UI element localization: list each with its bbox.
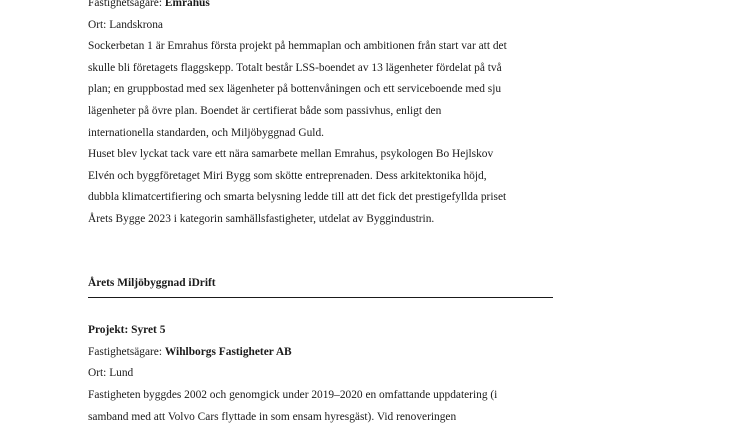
paragraph-line: Huset blev lyckat tack vare ett nära samarbete mellan Emrahus, psykologen Bo Hejlskov xyxy=(88,144,558,166)
project2-city: Ort: Lund xyxy=(88,363,558,385)
owner-value: Emrahus xyxy=(165,0,210,9)
owner-label: Fastighetsägare: xyxy=(88,346,165,358)
paragraph-line: samband med att Volvo Cars flyttade in som ensam hyresgäst). Vid renoveringen xyxy=(88,407,558,428)
paragraph-line: Elvén och byggföretaget Miri Bygg som skötte entreprenaden. Dess arkitektonika höjd, xyxy=(88,166,558,188)
paragraph-line: lägenheter på övre plan. Boendet är certifierat både som passivhus, enligt den xyxy=(88,101,558,123)
project2-description xyxy=(88,385,558,428)
paragraph-line: Sockerbetan 1 är Emrahus första projekt på hemmaplan och ambitionen från start var att det xyxy=(88,36,558,58)
paragraph-line: skulle bli företagets flaggskepp. Totalt består LSS-boendet av 13 lägenheter fördelat på två xyxy=(88,58,558,80)
project1-description xyxy=(88,36,558,230)
paragraph-line: internationella standarden, och Miljöbyggnad Guld. xyxy=(88,123,558,145)
document-page xyxy=(88,0,558,428)
paragraph-line: plan; en gruppbostad med sex lägenheter på bottenvåningen och ett serviceboende med sju xyxy=(88,79,558,101)
project2-title: Projekt: Syret 5 xyxy=(88,320,558,342)
owner-value: Wihlborgs Fastigheter AB xyxy=(165,346,292,358)
paragraph-line: Årets Bygge 2023 i kategorin samhällsfastigheter, utdelat av Byggindustrin. xyxy=(88,209,558,231)
owner-label: Fastighetsägare: xyxy=(88,0,165,9)
project2-owner-line xyxy=(88,342,558,364)
paragraph-line: dubbla klimatcertifiering och smarta belysning ledde till att det fick det prestigefyllda priset xyxy=(88,187,558,209)
section-heading: Årets Miljöbyggnad iDrift xyxy=(88,273,553,299)
paragraph-line: Fastigheten byggdes 2002 och genomgick under 2019–2020 en omfattande uppdatering (i xyxy=(88,385,558,407)
project1-owner-line xyxy=(88,0,558,15)
project1-city: Ort: Landskrona xyxy=(88,15,558,37)
